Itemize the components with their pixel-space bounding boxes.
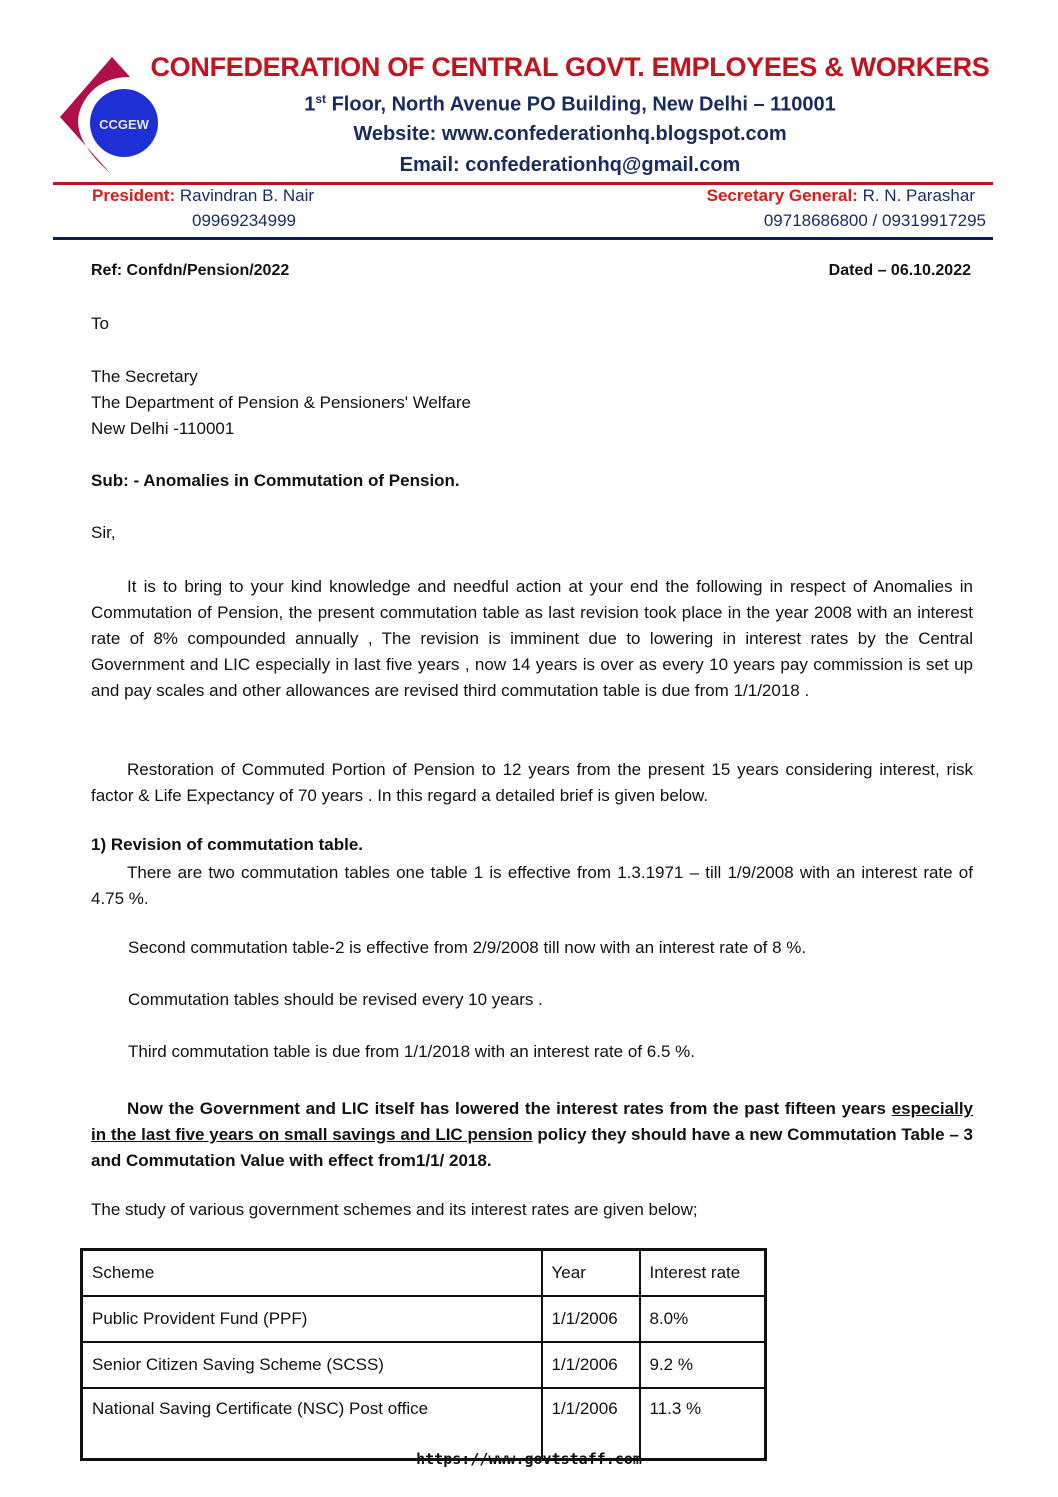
table-row (82, 1342, 766, 1388)
header-divider-navy (53, 237, 993, 240)
organization-logo (50, 55, 160, 175)
president-phone: 09969234999 (192, 211, 297, 230)
table-cell: Senior Citizen Saving Scheme (SCSS) (82, 1342, 542, 1388)
ccgew-logo-icon (50, 55, 160, 175)
svg-text:CCGEW: CCGEW (99, 117, 149, 132)
reference-number: Ref: Confdn/Pension/2022 (91, 262, 290, 279)
table-cell: 1/1/2006 (542, 1342, 640, 1388)
table-cell: 9.2 % (640, 1342, 766, 1388)
table-row (82, 1388, 766, 1460)
to-label: To (91, 314, 109, 333)
body-line-table2: Second commutation table-2 is effective from 2/9/2008 till now with an interest rate of 8 %. (128, 938, 807, 957)
table-cell: 1/1/2006 (542, 1296, 640, 1342)
secretary-general-phone: 09718686800 / 09319917295 (763, 211, 986, 230)
interest-rates-table (80, 1248, 767, 1461)
salutation: Sir, (91, 523, 116, 542)
organization-email: Email: confederationhq@gmail.com (399, 154, 741, 176)
organization-name: CONFEDERATION OF CENTRAL GOVT. EMPLOYEES & WORKERS (150, 52, 990, 82)
section-paragraph: There are two commutation tables one table 1 is effective from 1.3.1971 – till 1/9/2008 with an interest rate of 4.75 %. (91, 863, 973, 908)
table-header: Year (542, 1250, 640, 1296)
table-header-row (82, 1250, 766, 1296)
recipient-line: New Delhi -110001 (91, 419, 235, 438)
table-header: Scheme (82, 1250, 542, 1296)
table-cell: National Saving Certificate (NSC) Post office (82, 1388, 542, 1460)
subject-line: Sub: - Anomalies in Commutation of Pension. (91, 471, 460, 490)
body-line-table3: Third commutation table is due from 1/1/2018 with an interest rate of 6.5 %. (128, 1042, 695, 1061)
secretary-general-info: Secretary General: R. N. Parashar (706, 186, 975, 205)
header-divider-red (53, 182, 993, 185)
recipient-line: The Secretary (91, 367, 198, 386)
footer-watermark: https://www.govtstaff.com (416, 1450, 642, 1468)
table-header: Interest rate (640, 1250, 766, 1296)
letter-date: Dated – 06.10.2022 (828, 262, 971, 279)
table-cell: 8.0% (640, 1296, 766, 1342)
table-cell: 1/1/2006 (542, 1388, 640, 1460)
president-info: President: Ravindran B. Nair (92, 186, 315, 205)
body-paragraph-intro: It is to bring to your kind knowledge and needful action at your end the following in respect of Anomalies in Commutation of Pension, the present commutation table as last revision took place in the year 2008 with an interest rate of 8% compounded annually , The revision is imminent due to lowering in interest rates by the Central Government and LIC especially in last five years , now 14 years is over as every 10 years pay commission is set up and pay scales and other allowances are revised third commutation table is due from 1/1/2018 . (91, 577, 973, 700)
body-paragraph-restoration: Restoration of Commuted Portion of Pension to 12 years from the present 15 years considering interest, risk factor & Life Expectancy of 70 years . In this regard a detailed brief is given below. (91, 760, 973, 805)
body-paragraph-emphasis: Now the Government and LIC itself has lowered the interest rates from the past fifteen years especially in the last five years on small savings and LIC pension policy they should have a new Commutation Table – 3 and Commutation Value with effect from1/1/ 2018. (91, 1099, 974, 1170)
organization-address: 1st Floor, North Avenue PO Building, New Delhi – 110001 (304, 92, 836, 116)
body-line-revise: Commutation tables should be revised every 10 years . (128, 990, 543, 1009)
table-cell: Public Provident Fund (PPF) (82, 1296, 542, 1342)
table-cell: 11.3 % (640, 1388, 766, 1460)
recipient-line: The Department of Pension & Pensioners' Welfare (91, 393, 471, 412)
section-heading: 1) Revision of commutation table. (91, 835, 364, 854)
organization-website: Website: www.confederationhq.blogspot.com (353, 123, 787, 145)
table-intro: The study of various government schemes and its interest rates are given below; (91, 1200, 698, 1219)
table-row (82, 1296, 766, 1342)
